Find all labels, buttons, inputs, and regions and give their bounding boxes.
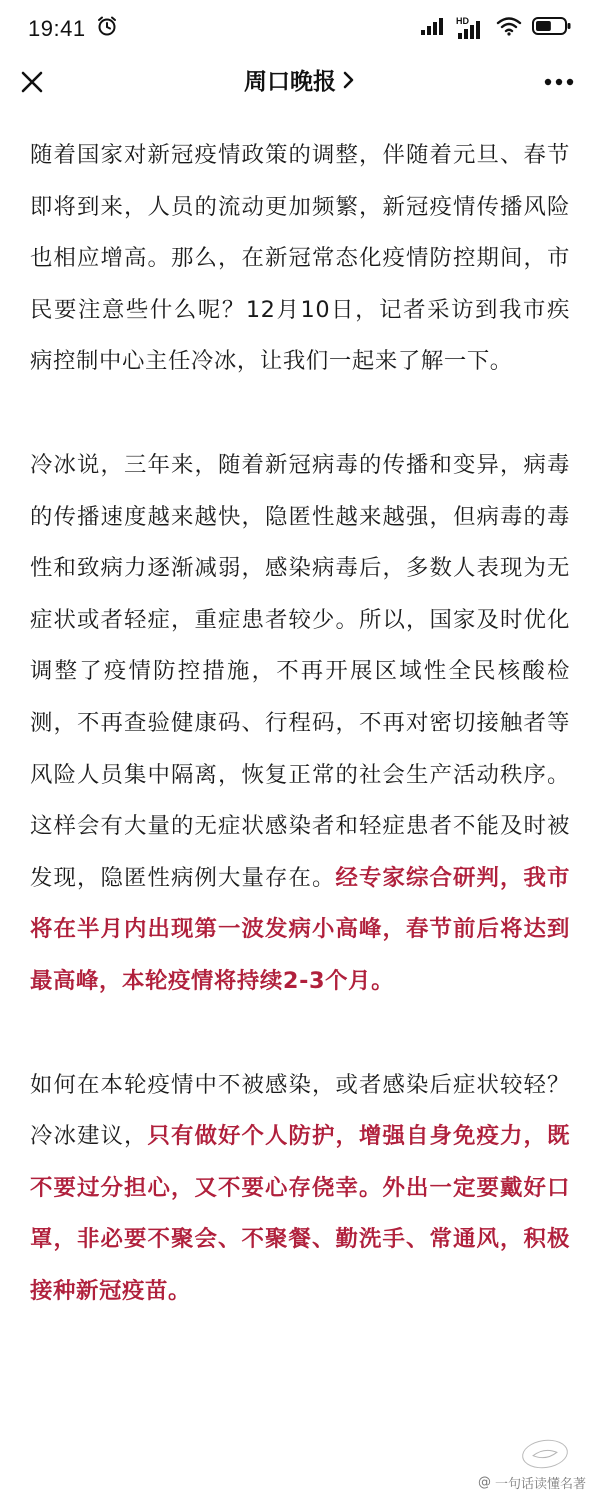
alarm-icon <box>96 15 118 43</box>
status-time: 19:41 <box>28 16 86 41</box>
account-title-link[interactable] <box>244 70 356 95</box>
paragraph-2-text: 冷冰说，三年来，随着新冠病毒的传播和变异，病毒的传播速度越来越快，隐匿性越来越强，但病毒的毒性和致病力逐渐减弱，感染病毒后，多数人表现为无症状或者轻症，重症患者较少。所以，国家及时优化调整了疫情防控措施，不再开展区域性全民核酸检测，不再查验健康码、行程码，不再对密切接触者等风险人员集中隔离，恢复正常的社会生产活动秩序。这样会有大量的无症状感染者和轻症患者不能及时被发现，隐匿性病例大量存在。 <box>30 451 570 891</box>
hd-label: HD <box>456 16 469 26</box>
signal-icon <box>420 16 446 42</box>
wifi-icon <box>496 16 522 42</box>
watermark-seal-icon <box>520 1437 569 1471</box>
chevron-right-icon <box>342 70 356 95</box>
watermark-text: 一句话读懂名著 <box>494 1477 586 1492</box>
status-left <box>28 15 118 43</box>
page-title: 周口晚报 <box>244 68 336 95</box>
close-icon[interactable] <box>18 68 46 96</box>
paragraph-3-text: 如何在本轮疫情中不被感染，或者感染后症状较轻？冷冰建议， <box>30 1071 570 1150</box>
article-body <box>30 130 570 1369</box>
more-icon[interactable] <box>542 70 576 94</box>
battery-icon <box>532 16 572 42</box>
status-bar <box>0 0 600 58</box>
status-right <box>420 16 572 42</box>
nav-bar <box>0 58 600 106</box>
article-paragraph-2 <box>30 440 570 1008</box>
hd-signal-icon <box>456 18 486 40</box>
article-paragraph-3 <box>30 1060 570 1318</box>
paragraph-3-highlight: 只有做好个人防护，增强自身免疫力，既不要过分担心，又不要心存侥幸。外出一定要戴好口罩，非必要不聚会、不聚餐、勤洗手、常通风，积极接种新冠疫苗。 <box>30 1123 570 1304</box>
watermark <box>478 1473 586 1492</box>
watermark-prefix: @ <box>477 1475 491 1490</box>
paragraph-2-highlight: 经专家综合研判，我市将在半月内出现第一波发病小高峰，春节前后将达到最高峰，本轮疫情将持续2-3个月。 <box>30 864 570 994</box>
article-paragraph-1: 随着国家对新冠疫情政策的调整，伴随着元旦、春节即将到来，人员的流动更加频繁，新冠疫情传播风险也相应增高。那么，在新冠常态化疫情防控期间，市民要注意些什么呢？12月10日，记者采访到我市疾病控制中心主任冷冰，让我们一起来了解一下。 <box>30 142 570 375</box>
